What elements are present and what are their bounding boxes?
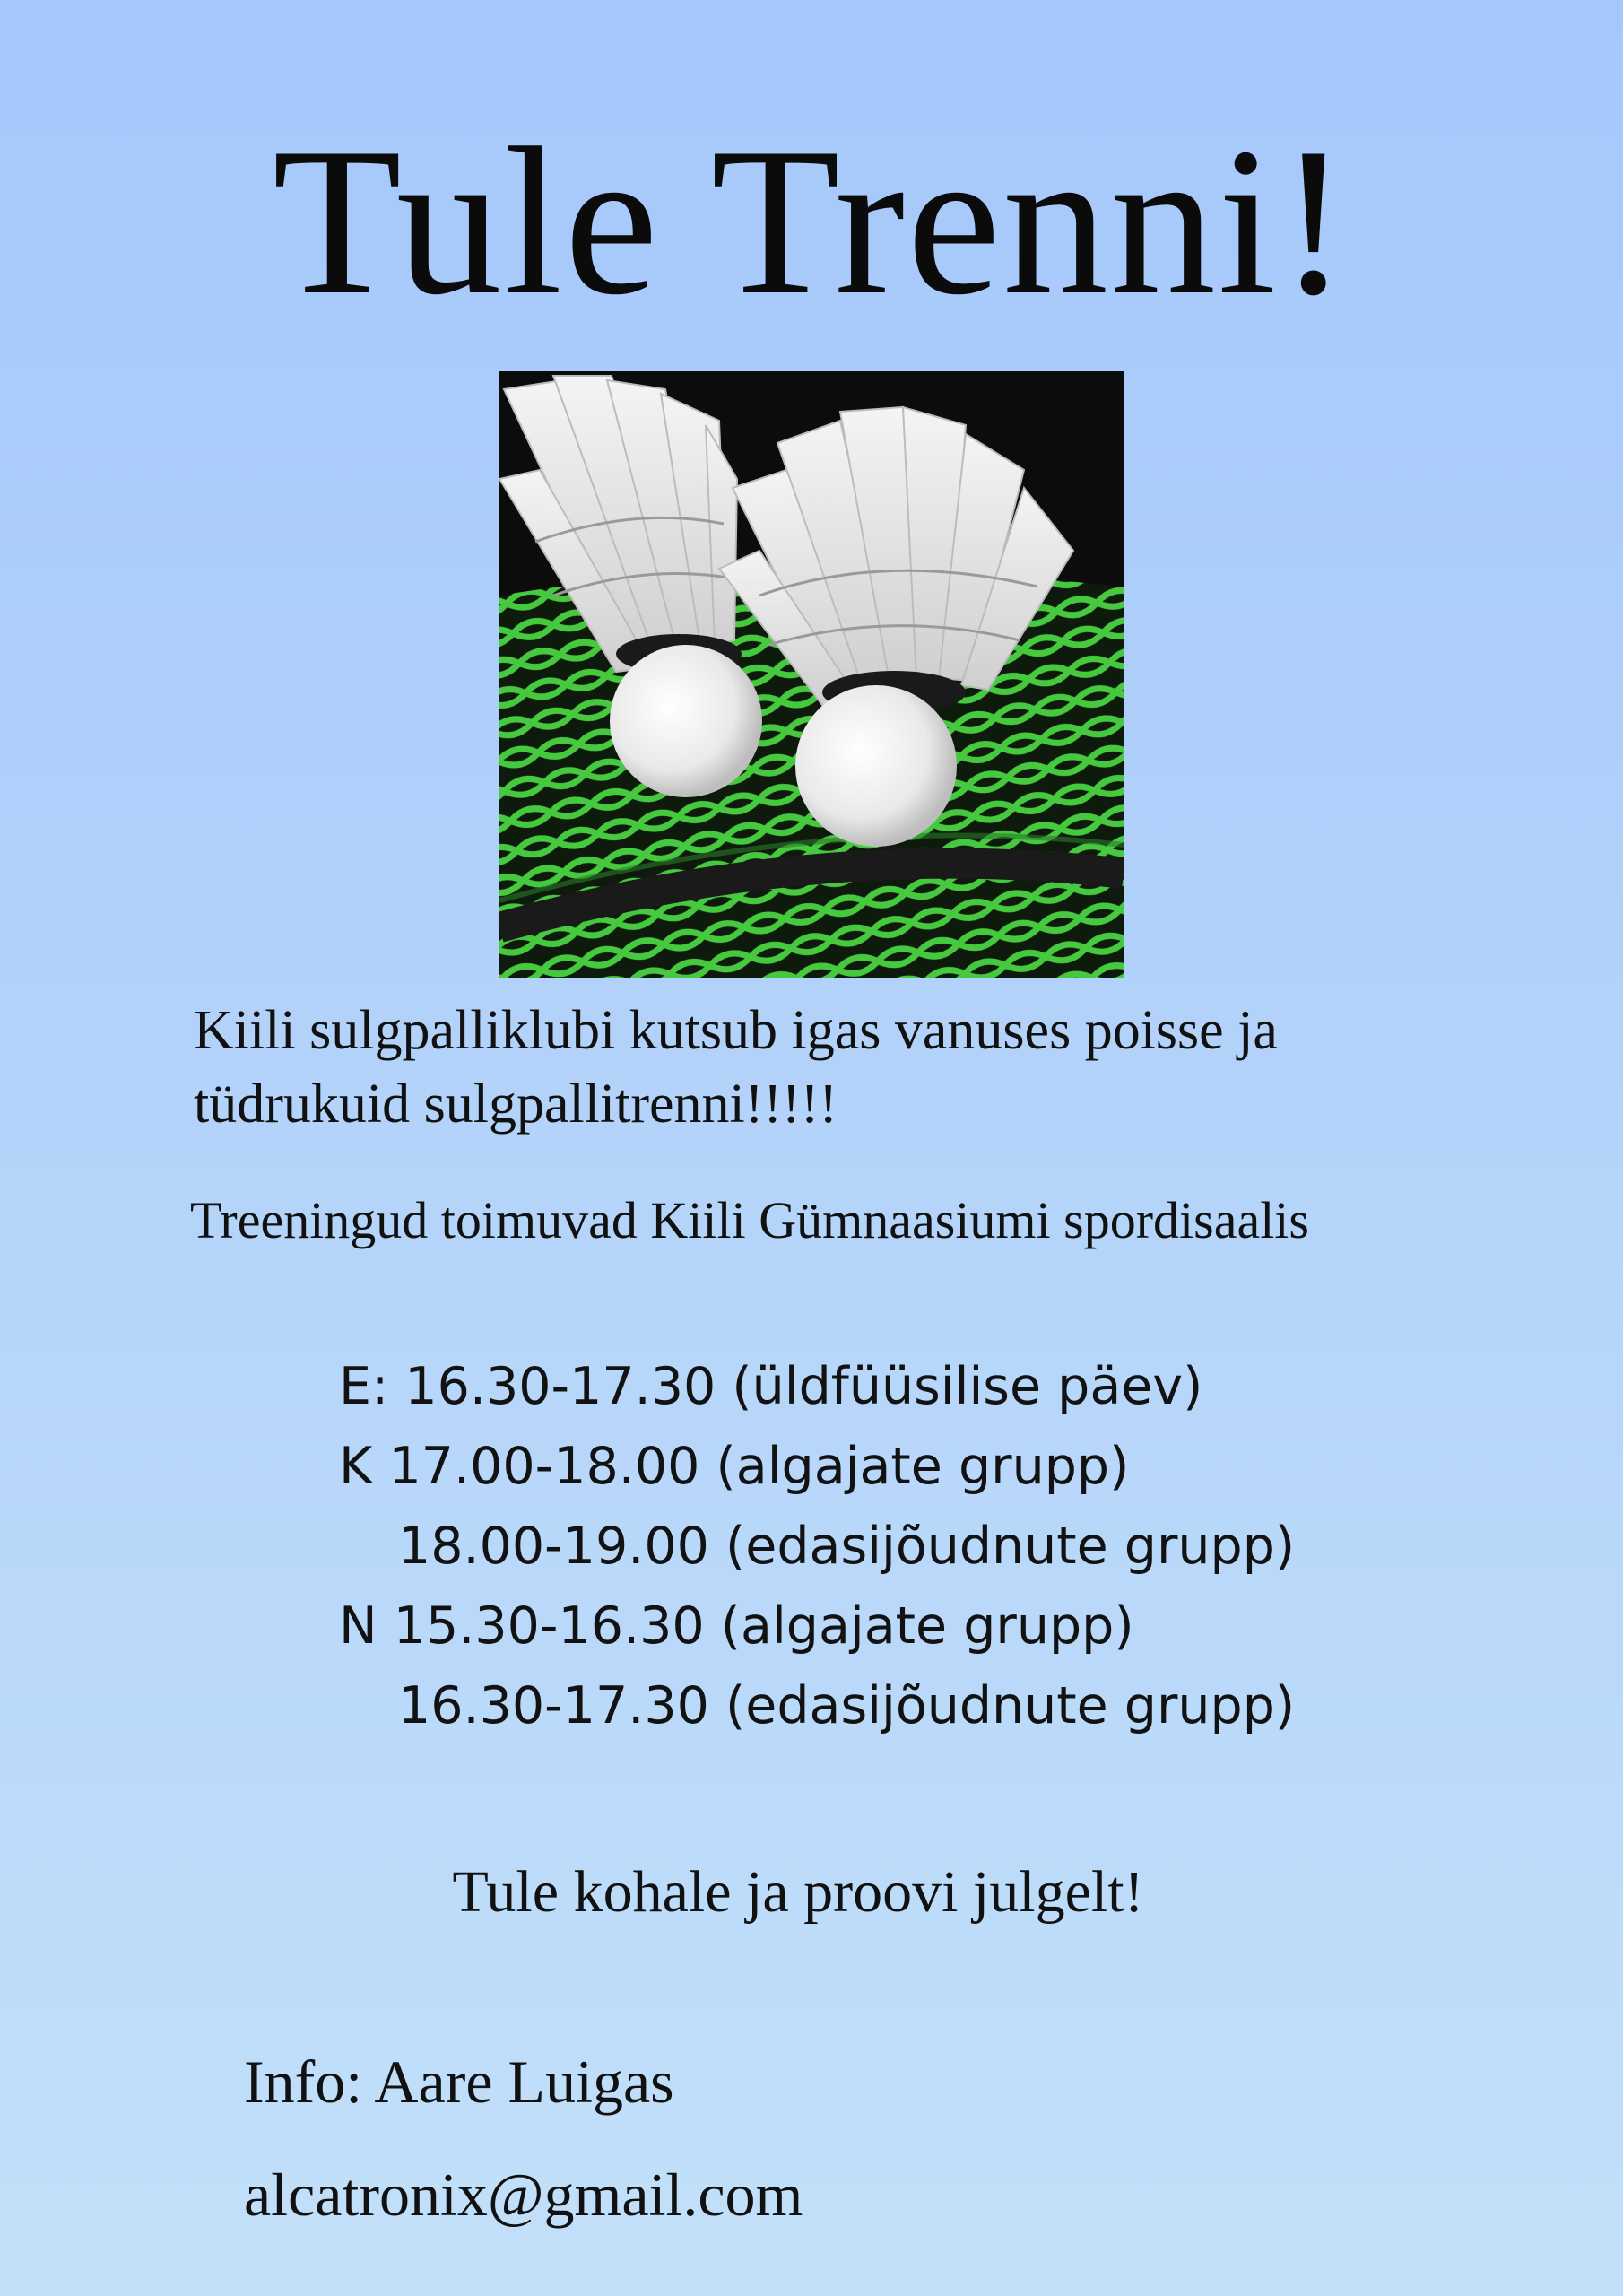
call-to-action: Tule kohale ja proovi julgelt! (452, 1859, 1144, 1925)
schedule-row-wednesday-beginners: K 17.00-18.00 (algajate grupp) (339, 1437, 1130, 1496)
poster-title: Tule Trenni! (272, 105, 1351, 339)
training-schedule (339, 1347, 1295, 1746)
contact-email[interactable]: alcatronix@gmail.com (244, 2161, 803, 2229)
contact-info (244, 2025, 803, 2251)
intro-line-2: tüdrukuid sulgpallitrenni!!!!! (194, 1074, 838, 1135)
schedule-row-monday: E: 16.30-17.30 (üldfüüsilise päev) (339, 1357, 1203, 1416)
schedule-row-thursday-advanced: 16.30-17.30 (edasijõudnute grupp) (398, 1676, 1296, 1735)
intro-line-1: Kiili sulgpalliklubi kutsub igas vanuses poisse ja (194, 1000, 1278, 1061)
schedule-row-thursday-beginners: N 15.30-16.30 (algajate grupp) (339, 1596, 1134, 1656)
shuttlecock-photo (499, 371, 1124, 978)
venue-text: Treeningud toimuvad Kiili Gümnaasiumi spordisaalis (190, 1191, 1309, 1249)
intro-text (194, 994, 1521, 1141)
contact-name: Info: Aare Luigas (244, 2048, 674, 2116)
schedule-row-wednesday-advanced: 18.00-19.00 (edasijõudnute grupp) (398, 1517, 1296, 1576)
